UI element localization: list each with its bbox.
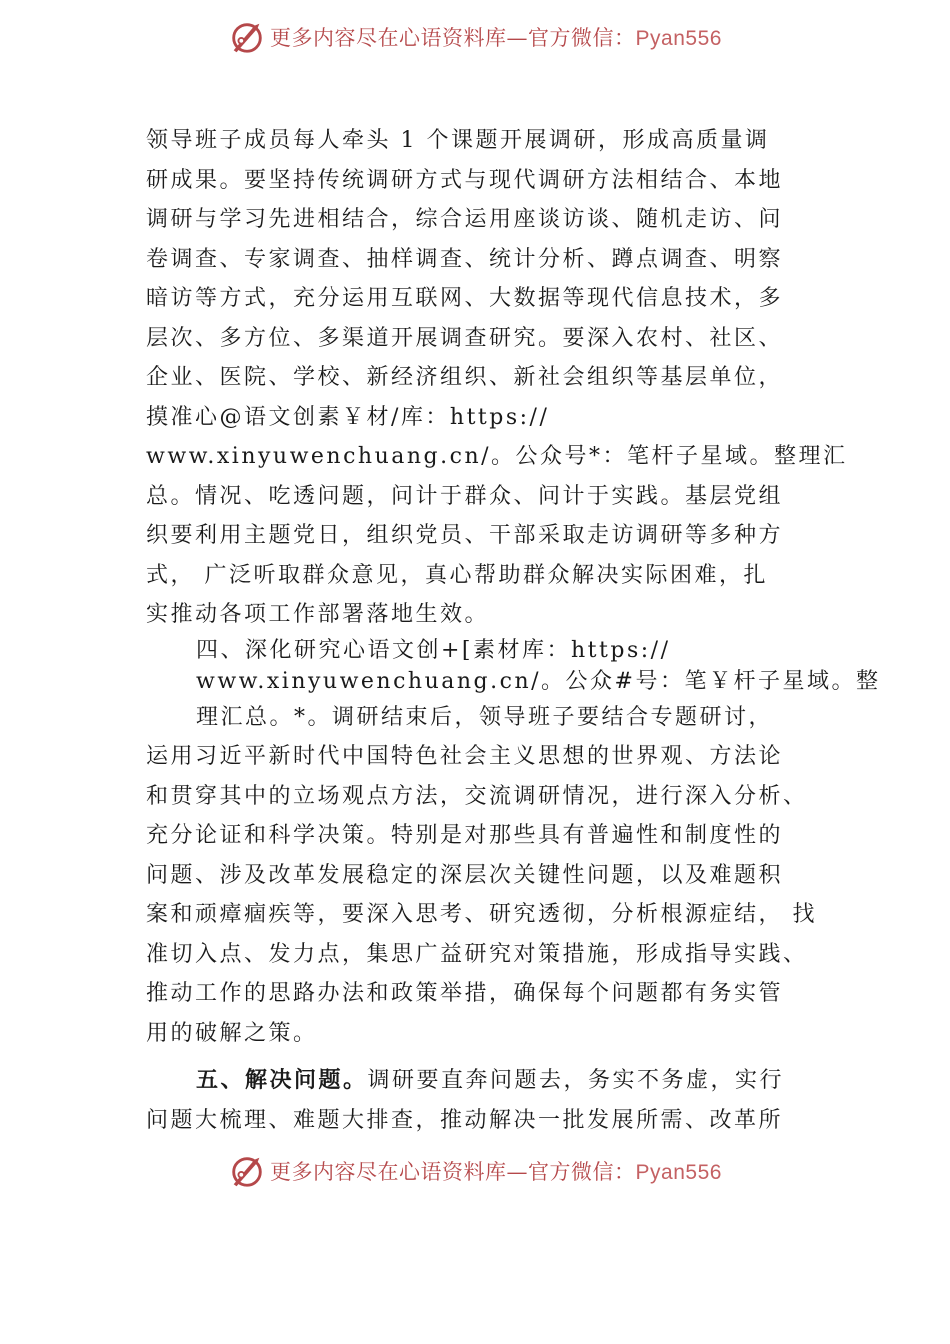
text-line: 卷调查、专家调查、抽样调查、统计分析、蹲点调查、明察 [146, 246, 784, 272]
text-line: www.xinyuwenchuang.cn/。公众号*：笔杆子星域。整理汇 [146, 444, 848, 469]
text-line: 层次、多方位、多渠道开展调查研究。要深入农村、社区、 [146, 325, 784, 351]
paragraph-2-heading [146, 635, 881, 738]
paragraph-3 [146, 1061, 836, 1140]
text-line: 运用习近平新时代中国特色社会主义思想的世界观、方法论 [146, 744, 784, 769]
text-line: 推动工作的思路办法和政策举措，确保每个问题都有务实管 [146, 981, 784, 1006]
text-line: 准切入点、发力点，集思广益研究对策措施，形成指导实践、 [146, 941, 808, 967]
text-line: 四、深化研究心语文创+[素材库：https:// [196, 637, 671, 663]
paragraph-2 [146, 737, 836, 1053]
text-line: 总。情况、吃透问题，问计于群众、问计于实践。基层党组 [146, 483, 784, 509]
text-line: 领导班子成员每人牵头 1 个课题开展调研，形成高质量调 [146, 128, 770, 153]
paragraph-1 [146, 121, 848, 635]
text-line: 充分论证和科学决策。特别是对那些具有普遍性和制度性的 [146, 823, 784, 848]
text-line: 调研与学习先进相结合，综合运用座谈访谈、随机走访、问 [146, 207, 784, 232]
text-line: www.xinyuwenchuang.cn/。公众#号：笔￥杆子星域。整 [196, 669, 881, 694]
text-line: 问题、涉及改革发展稳定的深层次关键性问题，以及难题积 [146, 862, 784, 888]
pen-circle-logo [228, 18, 266, 56]
text-line: 案和顽瘴痼疾等，要深入思考、研究透彻，分析根源症结， 找 [146, 902, 817, 927]
banner-text: 更多内容尽在心语资料库—官方微信：Pyan556 [270, 1160, 722, 1184]
wechat-id: Pyan556 [635, 1161, 722, 1184]
text-line: 实推动各项工作部署落地生效。 [146, 602, 490, 627]
header-banner [0, 12, 950, 62]
text-line: 摸准心@语文创素￥材/库：https:// [146, 404, 550, 430]
text-line: 问题大梳理、难题大排查，推动解决一批发展所需、改革所 [146, 1107, 784, 1133]
paragraph-gap [146, 1053, 836, 1061]
text-line: 暗访等方式，充分运用互联网、大数据等现代信息技术，多 [146, 286, 784, 311]
text-line: 织要利用主题党日，组织党员、干部采取走访调研等多种方 [146, 523, 784, 548]
document-body [146, 121, 881, 1140]
wechat-id: Pyan556 [635, 27, 722, 50]
footer-banner [0, 1146, 950, 1196]
banner-text: 更多内容尽在心语资料库—官方微信：Pyan556 [270, 26, 722, 50]
text-line: 企业、医院、学校、新经济组织、新社会组织等基层单位， [146, 365, 784, 390]
section-heading: 五、解决问题。 [196, 1067, 368, 1093]
pen-circle-logo [228, 1152, 266, 1190]
text-line: 理汇总。*。调研结束后，领导班子要结合专题研讨， [196, 704, 774, 730]
text-line: 和贯穿其中的立场观点方法，交流调研情况，进行深入分析、 [146, 783, 808, 809]
text-line: 研成果。要坚持传统调研方式与现代调研方法相结合、本地 [146, 167, 784, 193]
text-line: 式， 广泛听取群众意见，真心帮助群众解决实际困难，扎 [146, 562, 768, 588]
text-line [146, 1061, 836, 1101]
text-line: 用的破解之策。 [146, 1020, 318, 1046]
section-heading-rest: 调研要直奔问题去，务实不务虚，实行 [367, 1068, 785, 1093]
